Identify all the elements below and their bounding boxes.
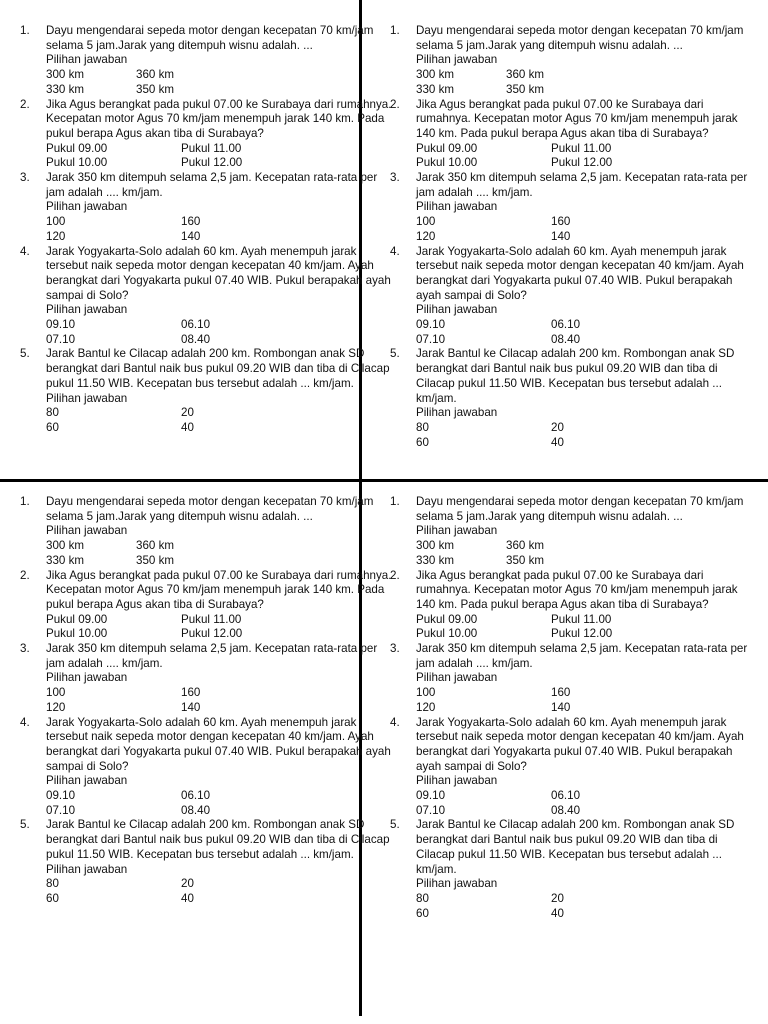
option: Pukul 09.00 xyxy=(416,612,478,626)
option-row xyxy=(416,701,750,716)
question-number: 3. xyxy=(390,642,400,656)
option: 60 xyxy=(46,420,59,434)
choices-label: Pilihan jawaban xyxy=(416,774,498,788)
option: Pukul 09.00 xyxy=(416,141,478,155)
choices-label: Pilihan jawaban xyxy=(416,303,498,317)
option: Pukul 09.00 xyxy=(46,141,108,155)
option-row xyxy=(46,627,380,642)
option: 80 xyxy=(46,406,59,420)
question-number: 3. xyxy=(20,171,30,185)
option: 06.10 xyxy=(181,318,211,332)
question-text: Jika Agus berangkat pada pukul 07.00 ke Surabaya dari rumahnya. Kecepatan motor Agus 70 km/jam menempuh jarak 140 km. Pada pukul berapa Agus akan tiba di Surabaya? xyxy=(416,568,738,611)
option: 07.10 xyxy=(46,332,76,346)
question-number: 5. xyxy=(20,818,30,832)
option-row xyxy=(416,333,750,348)
question-text: Jarak Bantul ke Cilacap adalah 200 km. Rombongan anak SD berangkat dari Bantul naik bus pukul 09.20 WIB dan tiba di Cilacap pukul 11.50 WIB. Kecepatan bus tersebut adalah ... km/jam. xyxy=(46,818,390,861)
option-row xyxy=(46,230,380,245)
question-number: 4. xyxy=(390,715,400,729)
question-item xyxy=(20,97,392,172)
question-item xyxy=(20,244,391,348)
option: 08.40 xyxy=(181,803,211,817)
question-item xyxy=(20,818,390,906)
question-item xyxy=(20,171,380,245)
option: 120 xyxy=(46,229,66,243)
question-item xyxy=(390,495,750,569)
option-row xyxy=(416,68,750,83)
option: 09.10 xyxy=(416,789,446,803)
question-item xyxy=(390,171,750,245)
question-number: 1. xyxy=(20,24,30,37)
option: 100 xyxy=(46,686,66,700)
question-text: Dayu mengendarai sepeda motor dengan kecepatan 70 km/jam selama 5 jam.Jarak yang ditempuh wisnu adalah. ... xyxy=(416,495,744,523)
question-item xyxy=(20,568,392,643)
question-item xyxy=(390,642,750,716)
option-row xyxy=(416,892,750,907)
option-row xyxy=(416,83,750,98)
option-row xyxy=(46,142,380,157)
question-text: Dayu mengendarai sepeda motor dengan kecepatan 70 km/jam selama 5 jam.Jarak yang ditempuh wisnu adalah. ... xyxy=(416,24,744,52)
option: 80 xyxy=(416,420,429,434)
choices-label: Pilihan jawaban xyxy=(416,406,498,420)
option: Pukul 11.00 xyxy=(181,141,242,155)
option: 07.10 xyxy=(46,803,76,817)
question-text: Jarak 350 km ditempuh selama 2,5 jam. Kecepatan rata-rata per jam adalah .... km/jam. xyxy=(416,171,748,199)
option: 160 xyxy=(551,215,571,229)
question-number: 4. xyxy=(20,715,30,729)
question-item xyxy=(20,715,391,819)
option-row xyxy=(46,215,380,230)
question-item xyxy=(390,347,750,450)
question-item xyxy=(390,24,750,98)
question-text: Jarak Bantul ke Cilacap adalah 200 km. Rombongan anak SD berangkat dari Bantul naik bus pukul 09.20 WIB dan tiba di Cilacap pukul 11.50 WIB. Kecepatan bus tersebut adalah ... km/jam. xyxy=(416,347,735,405)
choices-label: Pilihan jawaban xyxy=(416,524,498,538)
question-number: 3. xyxy=(20,642,30,656)
option: 360 km xyxy=(136,539,175,553)
option-row xyxy=(416,156,750,171)
question-number: 4. xyxy=(390,244,400,258)
option: 20 xyxy=(551,420,564,434)
choices-label: Pilihan jawaban xyxy=(416,53,498,67)
choices-label: Pilihan jawaban xyxy=(46,671,128,685)
choices-label: Pilihan jawaban xyxy=(416,671,498,685)
option: Pukul 11.00 xyxy=(551,612,612,626)
question-text: Jarak Yogyakarta-Solo adalah 60 km. Ayah menempuh jarak tersebut naik sepeda motor dengan kecepatan 40 km/jam. Ayah berangkat dari Yogyakarta pukul 07.40 WIB. Pukul berapakah ayah sampai di Solo? xyxy=(46,715,391,773)
option: 360 km xyxy=(136,68,175,82)
question-item xyxy=(390,245,750,348)
option-row xyxy=(46,789,380,804)
horizontal-cut-line xyxy=(0,479,768,482)
option: 06.10 xyxy=(181,789,211,803)
option: 09.10 xyxy=(46,318,76,332)
option: 330 km xyxy=(416,553,455,567)
option: Pukul 12.00 xyxy=(551,627,613,641)
option: 40 xyxy=(551,435,564,449)
question-number: 5. xyxy=(390,347,400,361)
option: 350 km xyxy=(506,82,545,96)
question-number: 3. xyxy=(390,171,400,185)
question-text: Jarak 350 km ditempuh selama 2,5 jam. Kecepatan rata-rata per jam adalah .... km/jam. xyxy=(46,171,378,199)
option: 40 xyxy=(181,891,194,905)
option: 100 xyxy=(46,215,66,229)
question-item xyxy=(20,347,390,435)
option: 300 km xyxy=(46,68,85,82)
option: 06.10 xyxy=(551,318,581,332)
option: 08.40 xyxy=(551,332,581,346)
choices-label: Pilihan jawaban xyxy=(416,877,498,891)
question-number: 2. xyxy=(20,97,30,111)
option-row xyxy=(416,539,750,554)
option: Pukul 12.00 xyxy=(181,156,243,170)
option-row xyxy=(416,318,750,333)
option: 140 xyxy=(551,229,571,243)
option: Pukul 10.00 xyxy=(46,627,108,641)
question-text: Jarak Bantul ke Cilacap adalah 200 km. Rombongan anak SD berangkat dari Bantul naik bus pukul 09.20 WIB dan tiba di Cilacap pukul 11.50 WIB. Kecepatan bus tersebut adalah ... km/jam. xyxy=(46,347,390,390)
option-row xyxy=(416,436,750,451)
option: 360 km xyxy=(506,68,545,82)
question-item xyxy=(390,569,750,643)
option-row xyxy=(46,701,380,716)
option: 350 km xyxy=(136,82,175,96)
option-row xyxy=(416,215,750,230)
choices-label: Pilihan jawaban xyxy=(46,862,128,876)
choices-label: Pilihan jawaban xyxy=(46,53,128,67)
worksheet-bottom-right xyxy=(390,495,750,921)
option: 100 xyxy=(416,215,436,229)
option-row xyxy=(416,142,750,157)
question-number: 1. xyxy=(390,24,400,37)
question-text: Dayu mengendarai sepeda motor dengan kecepatan 70 km/jam selama 5 jam.Jarak yang ditempuh wisnu adalah. ... xyxy=(46,495,374,523)
question-text: Dayu mengendarai sepeda motor dengan kecepatan 70 km/jam selama 5 jam.Jarak yang ditempuh wisnu adalah. ... xyxy=(46,24,374,52)
option: Pukul 11.00 xyxy=(551,141,612,155)
option-row xyxy=(416,230,750,245)
option: 300 km xyxy=(46,539,85,553)
option: 60 xyxy=(416,435,429,449)
option: 330 km xyxy=(46,553,85,567)
option-row xyxy=(46,156,380,171)
option: 20 xyxy=(181,877,194,891)
option: 20 xyxy=(181,406,194,420)
option: 20 xyxy=(551,891,564,905)
option-row xyxy=(416,421,750,436)
option: 350 km xyxy=(136,553,175,567)
question-item xyxy=(20,24,380,98)
option: Pukul 11.00 xyxy=(181,612,242,626)
question-number: 4. xyxy=(20,244,30,258)
option: 160 xyxy=(181,686,201,700)
option: 140 xyxy=(551,700,571,714)
option: 120 xyxy=(416,229,436,243)
option: 100 xyxy=(416,686,436,700)
option: 300 km xyxy=(416,68,455,82)
option-row xyxy=(416,686,750,701)
option-row xyxy=(46,554,380,569)
option-row xyxy=(416,907,750,922)
option-row xyxy=(46,539,380,554)
option: Pukul 12.00 xyxy=(181,627,243,641)
option: 06.10 xyxy=(551,789,581,803)
question-text: Jarak Yogyakarta-Solo adalah 60 km. Ayah menempuh jarak tersebut naik sepeda motor dengan kecepatan 40 km/jam. Ayah berangkat dari Yogyakarta pukul 07.40 WIB. Pukul berapakah ayah sampai di Solo? xyxy=(416,715,744,773)
question-item xyxy=(20,495,380,569)
option: 140 xyxy=(181,700,201,714)
option: Pukul 10.00 xyxy=(46,156,108,170)
option: Pukul 12.00 xyxy=(551,156,613,170)
option: 350 km xyxy=(506,553,545,567)
option: 09.10 xyxy=(46,789,76,803)
question-text: Jarak Yogyakarta-Solo adalah 60 km. Ayah menempuh jarak tersebut naik sepeda motor dengan kecepatan 40 km/jam. Ayah berangkat dari Yogyakarta pukul 07.40 WIB. Pukul berapakah ayah sampai di Solo? xyxy=(416,244,744,302)
option: 160 xyxy=(551,686,571,700)
option: 330 km xyxy=(46,82,85,96)
choices-label: Pilihan jawaban xyxy=(46,303,128,317)
option-row xyxy=(416,613,750,628)
question-item xyxy=(390,818,750,921)
option-row xyxy=(46,421,380,436)
question-number: 5. xyxy=(20,347,30,361)
option-row xyxy=(416,789,750,804)
option: 140 xyxy=(181,229,201,243)
question-text: Jarak Bantul ke Cilacap adalah 200 km. Rombongan anak SD berangkat dari Bantul naik bus pukul 09.20 WIB dan tiba di Cilacap pukul 11.50 WIB. Kecepatan bus tersebut adalah ... km/jam. xyxy=(416,818,735,876)
question-number: 2. xyxy=(390,97,400,111)
option-row xyxy=(46,877,380,892)
question-text: Jarak 350 km ditempuh selama 2,5 jam. Kecepatan rata-rata per jam adalah .... km/jam. xyxy=(416,642,748,670)
question-item xyxy=(20,642,380,716)
question-number: 2. xyxy=(20,568,30,582)
option: 08.40 xyxy=(551,803,581,817)
worksheet-top-left xyxy=(20,24,392,436)
question-text: Jika Agus berangkat pada pukul 07.00 ke Surabaya dari rumahnya. Kecepatan motor Agus 70 km/jam menempuh jarak 140 km. Pada pukul berapa Agus akan tiba di Surabaya? xyxy=(46,97,392,140)
option-row xyxy=(416,627,750,642)
option: 07.10 xyxy=(416,332,446,346)
option-row xyxy=(46,83,380,98)
worksheet-bottom-left xyxy=(20,495,392,907)
option: 360 km xyxy=(506,539,545,553)
question-item xyxy=(390,716,750,819)
option: 300 km xyxy=(416,539,455,553)
question-text: Jika Agus berangkat pada pukul 07.00 ke Surabaya dari rumahnya. Kecepatan motor Agus 70 km/jam menempuh jarak 140 km. Pada pukul berapa Agus akan tiba di Surabaya? xyxy=(46,568,392,611)
question-item xyxy=(390,98,750,172)
choices-label: Pilihan jawaban xyxy=(46,391,128,405)
option: Pukul 10.00 xyxy=(416,156,478,170)
question-text: Jarak Yogyakarta-Solo adalah 60 km. Ayah menempuh jarak tersebut naik sepeda motor dengan kecepatan 40 km/jam. Ayah berangkat dari Yogyakarta pukul 07.40 WIB. Pukul berapakah ayah sampai di Solo? xyxy=(46,244,391,302)
option: 07.10 xyxy=(416,803,446,817)
question-number: 1. xyxy=(20,495,30,508)
option: 160 xyxy=(181,215,201,229)
option: 330 km xyxy=(416,82,455,96)
question-text: Jarak 350 km ditempuh selama 2,5 jam. Kecepatan rata-rata per jam adalah .... km/jam. xyxy=(46,642,378,670)
option-row xyxy=(46,804,380,819)
option: 40 xyxy=(551,906,564,920)
question-text: Jika Agus berangkat pada pukul 07.00 ke Surabaya dari rumahnya. Kecepatan motor Agus 70 km/jam menempuh jarak 140 km. Pada pukul berapa Agus akan tiba di Surabaya? xyxy=(416,97,738,140)
option-row xyxy=(46,318,380,333)
option: Pukul 09.00 xyxy=(46,612,108,626)
option-row xyxy=(46,892,380,907)
option-row xyxy=(46,613,380,628)
worksheet-top-right xyxy=(390,24,750,450)
choices-label: Pilihan jawaban xyxy=(416,200,498,214)
option: 08.40 xyxy=(181,332,211,346)
option: 40 xyxy=(181,420,194,434)
option: 120 xyxy=(46,700,66,714)
option-row xyxy=(46,686,380,701)
option-row xyxy=(416,554,750,569)
choices-label: Pilihan jawaban xyxy=(46,200,128,214)
option: 80 xyxy=(46,877,59,891)
choices-label: Pilihan jawaban xyxy=(46,524,128,538)
option-row xyxy=(416,804,750,819)
question-number: 5. xyxy=(390,818,400,832)
question-number: 2. xyxy=(390,568,400,582)
option: 09.10 xyxy=(416,318,446,332)
option-row xyxy=(46,406,380,421)
option: Pukul 10.00 xyxy=(416,627,478,641)
choices-label: Pilihan jawaban xyxy=(46,774,128,788)
option: 60 xyxy=(46,891,59,905)
question-number: 1. xyxy=(390,495,400,508)
option: 80 xyxy=(416,891,429,905)
option: 120 xyxy=(416,700,436,714)
option-row xyxy=(46,68,380,83)
option-row xyxy=(46,333,380,348)
option: 60 xyxy=(416,906,429,920)
